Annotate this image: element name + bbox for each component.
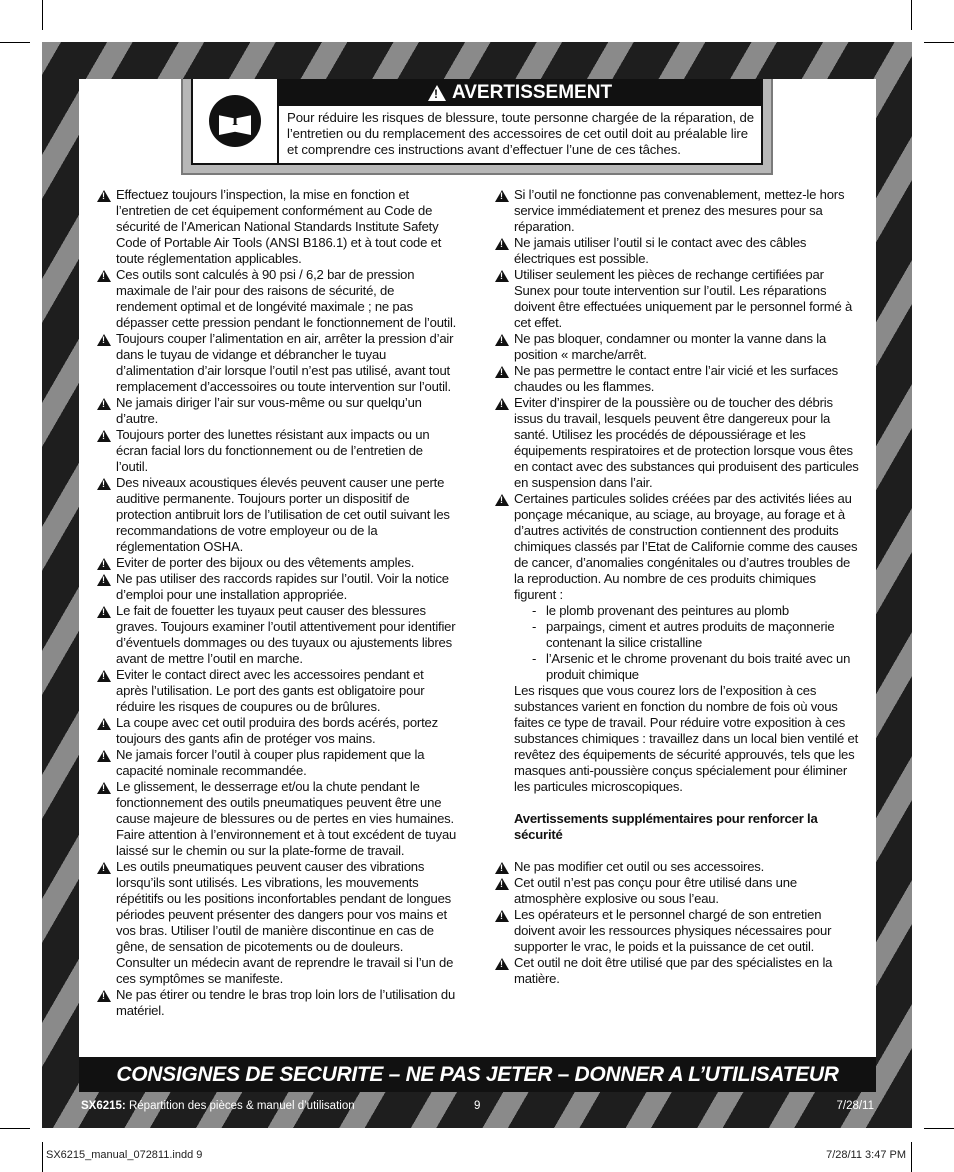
warning-triangle-icon bbox=[495, 334, 509, 346]
warning-triangle-icon bbox=[97, 862, 111, 874]
warning-triangle-icon bbox=[97, 430, 111, 442]
list-item: ! Ne jamais diriger l’air sur vous-même ou sur quelqu’un d’autre. bbox=[95, 395, 457, 427]
list-item: ! Le fait de fouetter les tuyaux peut causer des blessures graves. Toujours examiner l’outil attentivement pour identifier d’éventuels dommages ou des tuyaux ou ajustements libres avant de mettre l’outil en marche. bbox=[95, 603, 457, 667]
warning-triangle-icon bbox=[97, 782, 111, 794]
right-column bbox=[493, 187, 859, 987]
read-manual-icon: i bbox=[209, 95, 261, 147]
crop-mark bbox=[911, 1142, 912, 1172]
footer-left bbox=[81, 1100, 355, 1112]
list-item: ! Si l’outil ne fonctionne pas convenablement, mettez-le hors service immédiatement et prenez des mesures pour sa réparation. bbox=[493, 187, 859, 235]
warning-triangle-icon bbox=[495, 190, 509, 202]
list-item: ! Utiliser seulement les pièces de rechange certifiées par Sunex pour toute intervention sur l’outil. Les réparations doivent être effectuées uniquement par le personnel formé à cet effet. bbox=[493, 267, 859, 331]
warning-triangle-icon bbox=[495, 494, 509, 506]
list-item: ! La coupe avec cet outil produira des bords acérés, portez toujours des gants afin de protéger vos mains. bbox=[95, 715, 457, 747]
warning-triangle-icon bbox=[97, 270, 111, 282]
warning-triangle-icon bbox=[495, 238, 509, 250]
list-item: ! Ne pas utiliser des raccords rapides sur l’outil. Voir la notice d’emploi pour une installation appropriée. bbox=[95, 571, 457, 603]
list-item: ! Toujours couper l’alimentation en air, arrêter la pression d’air dans le tuyau de vidange et débrancher le tuyau d’alimentation d’air lorsque l’outil n’est pas utilisé, avant tout remplacement d’accessoires ou toute intervention sur l’outil. bbox=[95, 331, 457, 395]
list-item: ! Eviter d’inspirer de la poussière ou de toucher des débris issus du travail, lesquels peuvent être dangereux pour la santé. Utilisez les procédés de dépoussiérage et les équipements respiratoires et de protection lorsque vous êtes en contact avec des substances qui produisent des particules en suspension dans l’air. bbox=[493, 395, 859, 491]
list-item: ! Cet outil n’est pas conçu pour être utilisé dans une atmosphère explosive ou sous l’eau. bbox=[493, 875, 859, 907]
manual-icon-cell bbox=[193, 79, 279, 163]
crop-mark bbox=[0, 42, 30, 43]
crop-mark bbox=[924, 42, 954, 43]
warning-header bbox=[279, 79, 761, 106]
warning-triangle-icon bbox=[495, 958, 509, 970]
list-item: ! Eviter le contact direct avec les accessoires pendant et après l’utilisation. Le port des gants est obligatoire pour réduire les risques de coupures ou de brûlures. bbox=[95, 667, 457, 715]
warning-triangle-icon bbox=[97, 990, 111, 1002]
warning-box-inner bbox=[191, 79, 763, 165]
warning-triangle-icon bbox=[97, 670, 111, 682]
warning-triangle-icon bbox=[97, 574, 111, 586]
slug-timestamp: 7/28/11 3:47 PM bbox=[826, 1149, 906, 1161]
warning-triangle-icon bbox=[97, 606, 111, 618]
warning-triangle-icon bbox=[495, 910, 509, 922]
page-footer bbox=[79, 1097, 876, 1117]
crop-mark bbox=[911, 0, 912, 30]
warning-title: AVERTISSEMENT bbox=[451, 81, 613, 103]
warning-text: Pour réduire les risques de blessure, toute personne chargée de la réparation, de l’entretien ou du remplacement des accessoires de cet outil doit au préalable lire et comprendre ces instructions avant d’effectuer l’une de ces tâches. bbox=[287, 110, 754, 157]
list-item: ! Effectuez toujours l’inspection, la mise en fonction et l’entretien de cet équipement conformément au Code de sécurité de l’American National Standards Institute Safety Code of Portable Air Tools (ANSI B186.1) et à tout code et toute réglementation applicables. bbox=[95, 187, 457, 267]
warning-triangle-icon bbox=[97, 750, 111, 762]
exposure-paragraph: Les risques que vous courez lors de l’exposition à ces substances varient en fonction du nombre de fois où vous faites ce type de travail. Pour réduire votre exposition à ces substances chimiques : travaillez dans un local bien ventilé et revêtez des équipements de sécurité approuvés, tels que les masques anti-poussière conçus spécialement pour éliminer les particules microscopiques. bbox=[514, 683, 859, 794]
warning-triangle-icon bbox=[97, 398, 111, 410]
warning-triangle-icon bbox=[495, 398, 509, 410]
footer-date: 7/28/11 bbox=[836, 1100, 874, 1112]
warning-triangle-icon bbox=[495, 878, 509, 890]
chem-list-item: - parpaings, ciment et autres produits de maçonnerie contenant la silice cristalline bbox=[532, 619, 835, 650]
list-item: ! Ne pas étirer ou tendre le bras trop loin lors de l’utilisation du matériel. bbox=[95, 987, 457, 1019]
footer-description: Répartition des pièces & manuel d’utilisation bbox=[128, 1100, 355, 1112]
list-item: ! Eviter de porter des bijoux ou des vêtements amples. bbox=[95, 555, 457, 571]
footer-model: SX6215: bbox=[81, 1100, 126, 1112]
warning-triangle-icon bbox=[97, 190, 111, 202]
safety-banner: CONSIGNES DE SECURITE – NE PAS JETER – DONNER A L’UTILISATEUR bbox=[79, 1057, 876, 1092]
chem-list-item: - le plomb provenant des peintures au plomb bbox=[532, 603, 789, 618]
list-item: ! Toujours porter des lunettes résistant aux impacts ou un écran facial lors du fonctionnement ou de l’entretien de l’outil. bbox=[95, 427, 457, 475]
list-item: ! Ne pas bloquer, condamner ou monter la vanne dans la position « marche/arrêt. bbox=[493, 331, 859, 363]
list-item: ! Cet outil ne doit être utilisé que par des spécialistes en la matière. bbox=[493, 955, 859, 987]
list-item: ! Ne pas modifier cet outil ou ses accessoires. bbox=[493, 859, 859, 875]
warning-triangle-icon bbox=[97, 718, 111, 730]
crop-mark bbox=[42, 0, 43, 30]
list-item: ! Ne jamais utiliser l’outil si le contact avec des câbles électriques est possible. bbox=[493, 235, 859, 267]
list-item: ! Certaines particules solides créées par des activités liées au ponçage mécanique, au sciage, au broyage, au forage et à d’autres activités de construction contiennent des produits chimiques classés par l’Etat de Californie comme des causes de cancer, d’anomalies congénitales ou d’autres troubles de la reproduction. Au nombre de ces produits chimiques figurent : bbox=[493, 491, 859, 603]
warning-triangle-icon bbox=[97, 478, 111, 490]
warning-triangle-icon bbox=[495, 366, 509, 378]
warning-triangle-icon bbox=[97, 334, 111, 346]
warning-triangle-icon bbox=[495, 270, 509, 282]
warning-triangle-icon bbox=[495, 862, 509, 874]
page-number: 9 bbox=[474, 1100, 481, 1112]
warning-triangle-icon bbox=[428, 85, 446, 101]
left-column bbox=[95, 187, 457, 1019]
crop-mark bbox=[42, 1142, 43, 1172]
list-item: ! Des niveaux acoustiques élevés peuvent causer une perte auditive permanente. Toujours porter un dispositif de protection antibruit lors de l’utilisation de cet outil suivant les recommandations de votre employeur ou de la réglementation OSHA. bbox=[95, 475, 457, 555]
crop-mark bbox=[924, 1128, 954, 1129]
slug-file: SX6215_manual_072811.indd 9 bbox=[46, 1149, 203, 1161]
warning-triangle-icon bbox=[97, 558, 111, 570]
list-item: ! Les outils pneumatiques peuvent causer des vibrations lorsqu’ils sont utilisés. Les vibrations, les mouvements répétitifs ou les positions inconfortables pendant de longues périodes peuvent présenter des dangers pour vos mains et vos bras. Utiliser l’outil de manière discontinue en cas de gêne, de sensation de picotements ou de douleurs. Consulter un médecin avant de reprendre le travail si l’un de ces symptômes se manifeste. bbox=[95, 859, 457, 987]
content-panel bbox=[79, 79, 876, 1057]
list-item: ! Les opérateurs et le personnel chargé de son entretien doivent avoir les ressources physiques nécessaires pour supporter le vrac, le poids et la puissance de cet outil. bbox=[493, 907, 859, 955]
list-item: ! Ces outils sont calculés à 90 psi / 6,2 bar de pression maximale de l’air pour des raisons de sécurité, de rendement optimal et de longévité maximale ; ne pas dépasser cette pression pendant le fonctionnement de l’outil. bbox=[95, 267, 457, 331]
list-item: ! Ne jamais forcer l’outil à couper plus rapidement que la capacité nominale recommandée. bbox=[95, 747, 457, 779]
warning-box bbox=[181, 79, 773, 175]
list-item: ! Ne pas permettre le contact entre l’air vicié et les surfaces chaudes ou les flammes. bbox=[493, 363, 859, 395]
chem-list-item: - l’Arsenic et le chrome provenant du bois traité avec un produit chimique bbox=[532, 651, 851, 682]
crop-mark bbox=[0, 1128, 30, 1129]
extra-warnings-heading: Avertissements supplémentaires pour renforcer la sécurité bbox=[514, 811, 818, 842]
list-item: ! Le glissement, le desserrage et/ou la chute pendant le fonctionnement des outils pneumatiques peuvent être une cause majeure de blessures ou de pertes en vies humaines. Faire attention à l’environnement et à tout excédent de tuyau laissé sur le chemin ou sur la plate-forme de travail. bbox=[95, 779, 457, 859]
